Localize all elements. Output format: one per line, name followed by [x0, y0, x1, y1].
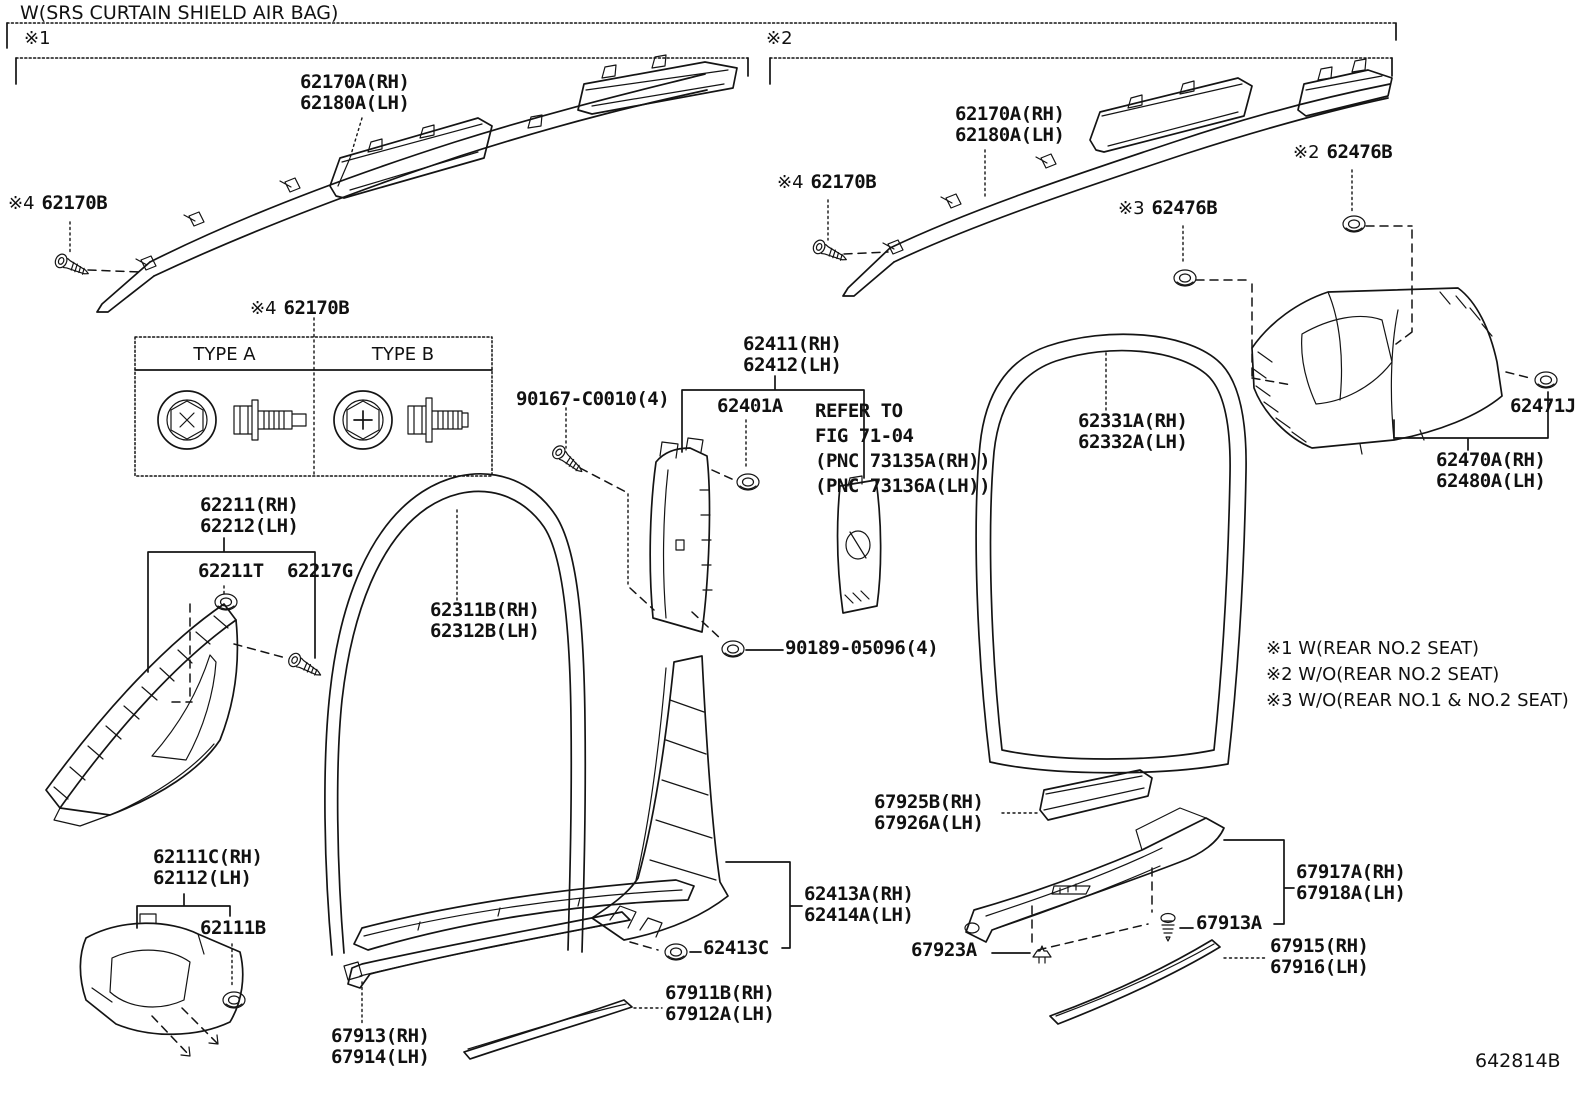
label-line: 62312B(LH): [430, 620, 540, 642]
part-label-62331a: [1078, 411, 1187, 453]
part-label-62170b-left: [8, 193, 107, 214]
part-number: 62170B: [41, 192, 108, 214]
part-label-airbag-right: [955, 104, 1064, 146]
label-line: 62212(LH): [200, 515, 299, 537]
part-label-62476b-lower: [1118, 198, 1217, 219]
label-line: 67911B(RH): [665, 982, 775, 1004]
part-number: 62476B: [1326, 141, 1393, 163]
part-label-67913: [331, 1026, 429, 1068]
label-line: (PNC 73135A(RH)): [815, 450, 991, 472]
clip-icon: [184, 212, 204, 226]
part-label-90167: 90167-C0010(4): [516, 388, 670, 410]
refer-note: [815, 399, 990, 499]
clip-icon: [136, 256, 156, 270]
screw-icon: [53, 252, 91, 280]
footnotes: [1266, 636, 1569, 714]
label-line: 62332A(LH): [1078, 431, 1188, 453]
label-line: 67917A(RH): [1296, 861, 1406, 883]
label-line: FIG 71-04: [815, 425, 914, 447]
screw-icon: [811, 238, 849, 266]
screw-icon: [286, 651, 324, 681]
grommet-icon: [1535, 372, 1557, 388]
label-line: 67926A(LH): [874, 812, 984, 834]
part-number: 62170B: [810, 171, 877, 193]
label-line: 62411(RH): [743, 333, 842, 355]
part-label-62111b: 62111B: [200, 917, 266, 939]
front-door-weatherstrip-drawing: [325, 474, 585, 955]
label-line: 62331A(RH): [1078, 410, 1188, 432]
bolt-type-table-drawing: [135, 318, 492, 476]
part-label-62470a: [1436, 450, 1545, 492]
footnote-2: ※2 W/O(REAR NO.2 SEAT): [1266, 664, 1500, 685]
part-label-62217g: 62217G: [287, 560, 353, 582]
label-line: 67916(LH): [1270, 956, 1369, 978]
label-line: 62170A(RH): [955, 103, 1065, 125]
front-pillar-garnish-drawing: [46, 538, 324, 826]
grommet-icon: [223, 992, 245, 1008]
footnote-3: ※3 W/O(REAR NO.1 & NO.2 SEAT): [1266, 690, 1569, 711]
part-label-62401a: 62401A: [717, 395, 783, 417]
clip-icon: [941, 194, 961, 208]
part-label-62471j: 62471J: [1510, 395, 1576, 417]
quarter-pillar-garnish-drawing: [1252, 288, 1557, 454]
note-ref: ※4: [250, 298, 277, 319]
part-label-67913a: 67913A: [1196, 912, 1262, 934]
part-label-67915: [1270, 936, 1368, 978]
label-line: 67918A(LH): [1296, 882, 1406, 904]
label-line: 62170A(RH): [300, 71, 410, 93]
clip-icon: [280, 178, 300, 192]
part-label-62413c: 62413C: [703, 937, 769, 959]
label-line: 62112(LH): [153, 867, 252, 889]
part-number: 62170B: [283, 297, 350, 319]
part-label-62413a: [804, 884, 913, 926]
part-number: 62476B: [1151, 197, 1218, 219]
label-line: 67915(RH): [1270, 935, 1369, 957]
label-line: 67913(RH): [331, 1025, 430, 1047]
grommet-icon: [1343, 216, 1365, 232]
label-line: (PNC 73136A(LH)): [815, 475, 991, 497]
label-line: 62470A(RH): [1436, 449, 1546, 471]
part-label-62311b: [430, 600, 539, 642]
screw-icon: [550, 443, 586, 477]
part-label-62170b-right: [777, 172, 876, 193]
part-label-airbag-left: [300, 72, 409, 114]
grommet-icon: [1174, 270, 1196, 286]
part-label-62476b-upper: [1293, 142, 1392, 163]
part-label-62411: [743, 334, 841, 376]
type-a-header: TYPE A: [193, 344, 256, 365]
part-label-62211t: 62211T: [198, 560, 264, 582]
part-label-67911b: [665, 983, 774, 1025]
label-line: 62180A(LH): [300, 92, 410, 114]
grommet-icon: [665, 944, 687, 960]
label-line: 62480A(LH): [1436, 470, 1546, 492]
note-ref: ※4: [8, 193, 35, 214]
note-ref: ※2: [1293, 142, 1320, 163]
label-line: 62414A(LH): [804, 904, 914, 926]
part-label-62211: [200, 495, 298, 537]
type-b-header: TYPE B: [371, 344, 435, 365]
clip-icon: [1036, 154, 1056, 168]
label-line: REFER TO: [815, 400, 903, 422]
label-line: 62412(LH): [743, 354, 842, 376]
note-ref: ※4: [777, 172, 804, 193]
label-line: 62111C(RH): [153, 846, 263, 868]
label-line: 62413A(RH): [804, 883, 914, 905]
page-title: W(SRS CURTAIN SHIELD AIR BAG): [20, 2, 339, 24]
grommet-icon: [737, 474, 759, 490]
label-line: 62180A(LH): [955, 124, 1065, 146]
part-label-67917a: [1296, 862, 1405, 904]
clip-icon: [1161, 914, 1175, 942]
rear-rocker-trim-drawing: [965, 770, 1294, 1024]
label-line: 67912A(LH): [665, 1003, 775, 1025]
label-line: 67925B(RH): [874, 791, 984, 813]
part-label-67925b: [874, 792, 983, 834]
part-label-67923a: 67923A: [911, 939, 977, 961]
footnote-1: ※1 W(REAR NO.2 SEAT): [1266, 638, 1480, 659]
label-line: 62211(RH): [200, 494, 299, 516]
part-label-62111c: [153, 847, 262, 889]
label-line: 67914(LH): [331, 1046, 430, 1068]
section-1-marker: ※1: [24, 28, 51, 49]
rear-door-weatherstrip-drawing: [976, 334, 1246, 773]
curtain-airbag-right-drawing: [811, 59, 1412, 385]
label-line: 62311B(RH): [430, 599, 540, 621]
note-ref: ※3: [1118, 198, 1145, 219]
section-2-marker: ※2: [766, 28, 793, 49]
part-label-90189: 90189-05096(4): [785, 637, 939, 659]
figure-code: 642814B: [1475, 1050, 1561, 1072]
grommet-icon: [722, 641, 744, 657]
part-label-62170b-box: [250, 298, 349, 319]
